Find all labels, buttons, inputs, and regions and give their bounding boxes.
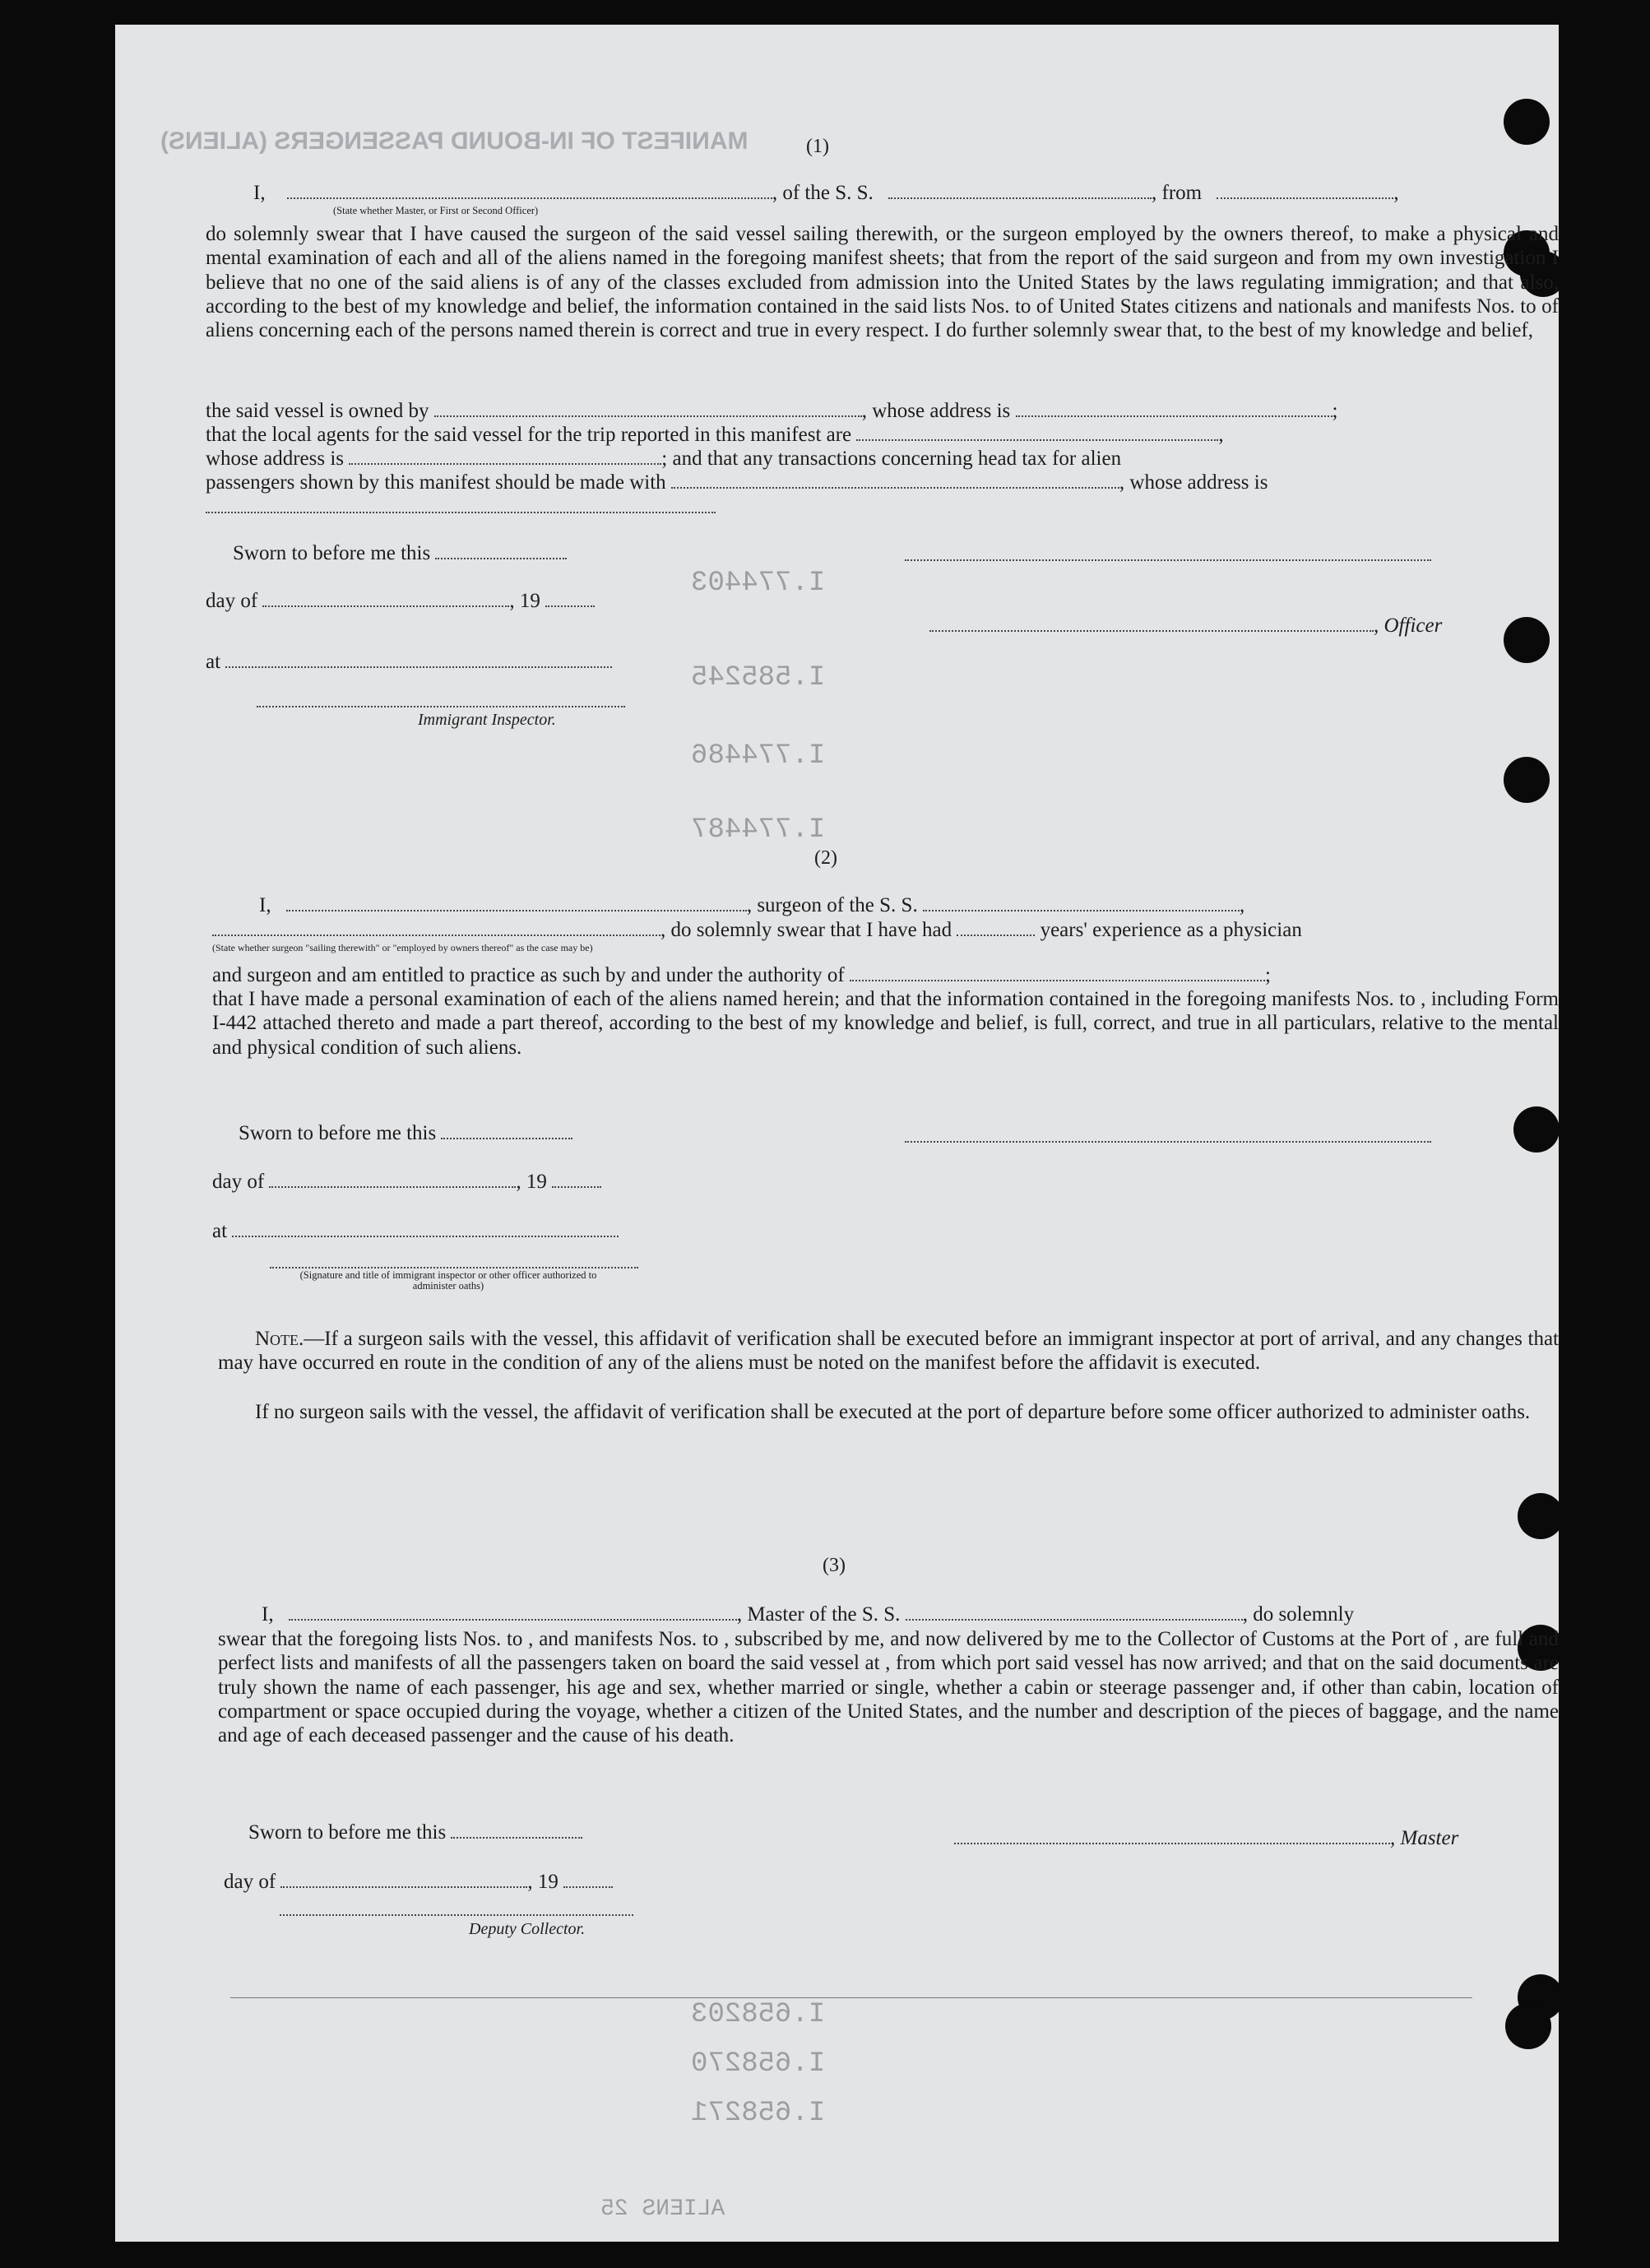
fill-s3-sworn-date[interactable]: [451, 1836, 582, 1839]
s2-note-label: Note.: [255, 1328, 304, 1350]
bottom-rule: [230, 1997, 1472, 1998]
s1-sworn: Sworn to before me this: [233, 542, 431, 564]
fill-surgeon-name[interactable]: [286, 909, 747, 911]
fill-s2-year[interactable]: [552, 1185, 601, 1188]
s2-sig-note: (Signature and title of immigrant inspector or other officer authorized to administer oaths): [299, 1269, 597, 1292]
s1-from: , from: [1152, 182, 1203, 204]
s1-passengers-line: [206, 471, 1268, 495]
punch-hole: [1518, 1493, 1559, 1539]
punch-hole: [1505, 2003, 1551, 2049]
s2-surgeon-signature[interactable]: [905, 1141, 1431, 1143]
s1-officer-line: [929, 614, 1442, 638]
fill-s2-day-month[interactable]: [269, 1185, 516, 1188]
s1-inspector-label: Immigrant Inspector.: [418, 711, 556, 729]
fill-s3-year[interactable]: [563, 1885, 613, 1888]
fill-agents[interactable]: [856, 438, 1218, 441]
s2-surgeon-of: , surgeon of the S. S.: [746, 894, 918, 916]
s2-note-text: —If a surgeon sails with the vessel, this affidavit of verification shall be executed before an immigrant inspector at port of arrival, and any changes that may have occurred en route in the condition of any of the aliens must be noted on the manifest before the affidavit is executed.: [218, 1328, 1559, 1375]
faint-id-1: I.774403: [691, 568, 826, 599]
fill-surgeon-ship[interactable]: [923, 909, 1240, 911]
s1-at: at: [206, 651, 221, 673]
fill-s3-ship[interactable]: [906, 1618, 1243, 1621]
s2-day-line: [212, 1170, 601, 1194]
fill-place[interactable]: [225, 666, 612, 668]
s2-year: , 19: [516, 1171, 547, 1193]
s1-at-line: [206, 650, 612, 675]
fill-officer-signature[interactable]: [929, 629, 1374, 632]
fill-sworn-date[interactable]: [435, 557, 567, 559]
fill-from-port[interactable]: [1217, 197, 1393, 199]
s3-sworn: Sworn to before me this: [248, 1821, 447, 1844]
s1-of-ss: , of the S. S.: [772, 182, 874, 204]
s2-surgeon-note: (State whether surgeon "sailing therewith" or "employed by owners thereof" as the case may be): [212, 942, 593, 953]
punch-hole: [1504, 617, 1550, 663]
s3-line-1: [262, 1602, 1354, 1627]
s2-line-2: [212, 918, 1302, 943]
s2-entitled: and surgeon and am entitled to practice as such by and under the authority of: [212, 964, 845, 986]
fill-s3-master-name[interactable]: [289, 1618, 737, 1621]
faint-id-2: I.585245: [691, 662, 826, 693]
faint-id-6: I.658270: [691, 2048, 826, 2080]
s1-head-tax: ; and that any transactions concerning head tax for alien: [661, 448, 1122, 470]
fill-day-month[interactable]: [262, 605, 509, 607]
fill-year[interactable]: [545, 605, 595, 607]
s2-entitled-line: and surgeon and am entitled to practice as such by and under the authority of ;: [212, 964, 1271, 986]
section-1-number: (1): [806, 136, 829, 157]
fill-years[interactable]: [957, 934, 1035, 936]
s3-master-of: , Master of the S. S.: [736, 1603, 901, 1626]
fill-head-tax-address[interactable]: [206, 512, 716, 514]
fill-agents-address[interactable]: [349, 462, 661, 465]
faint-id-7: I.658271: [691, 2098, 826, 2129]
fill-s2-sworn-date[interactable]: [441, 1137, 572, 1139]
section-2-number: (2): [814, 847, 837, 869]
s1-body-text: do solemnly swear that I have caused the surgeon of the said vessel sailing therewith, or the surgeon employed by the owners thereof, to make a physical and mental examination of each and all of the aliens named in the foregoing manifest sheets; that from the report of the said surgeon and from my own investigation I believe that no one of the said aliens is of any of the classes excluded from admission into the United States by the laws regulating immigration; and that also, according to the best of my knowledge and belief, the information contained in the said lists Nos. to of United States citizens and nationals and manifests Nos. to of aliens concerning each of the persons named therein is correct and true in every respect. I do further solemnly swear that, to the best of my knowledge and belief,: [206, 223, 1559, 342]
punch-hole: [1513, 1106, 1559, 1153]
s1-line-1: I, , of the S. S. , from ,: [253, 182, 1399, 204]
s3-do-solemnly: , do solemnly: [1242, 1603, 1355, 1626]
fill-ship-name[interactable]: [888, 197, 1152, 199]
s1-sworn-line: [233, 541, 567, 566]
s1-address-line: [206, 447, 1121, 471]
s1-officer-label: , Officer: [1374, 615, 1443, 637]
fill-s3-day-month[interactable]: [280, 1885, 527, 1888]
s1-whose-address-2: whose address is: [206, 448, 345, 470]
s1-whose-address-3: , whose address is: [1119, 471, 1268, 494]
s1-master-note: (State whether Master, or First or Second Officer): [333, 205, 539, 216]
s2-note-2: If no surgeon sails with the vessel, the affidavit of verification shall be executed at the port of departure before some officer authorized to administer oaths.: [255, 1401, 1531, 1423]
s2-at: at: [212, 1220, 228, 1242]
s2-years-exp: years' experience as a physician: [1040, 919, 1302, 941]
s3-i: I,: [262, 1603, 274, 1626]
s2-body-text: that I have made a personal examination of each of the aliens named herein; and that the information contained in the foregoing manifests Nos. to , including Form I-442 attached thereto and made a part thereof, according to the best of my knowledge and belief, is full, correct, and true in all particulars, relative to the mental and physical condition of such aliens.: [212, 988, 1559, 1059]
s3-master-label: , Master: [1390, 1827, 1459, 1849]
s2-do-solemnly: , do solemnly swear that I have had: [660, 919, 952, 941]
fill-owner[interactable]: [434, 415, 862, 417]
fill-s2-place[interactable]: [232, 1235, 619, 1237]
s1-owned-by: the said vessel is owned by: [206, 400, 429, 422]
s1-owned-line: the said vessel is owned by , whose address is ;: [206, 400, 1338, 422]
faint-header: MANIFEST OF IN-BOUND PASSENGERS (ALIENS): [160, 128, 749, 155]
s1-day-line: [206, 589, 595, 614]
fill-surgeon-status[interactable]: [212, 934, 660, 936]
fill-owner-address[interactable]: [1016, 415, 1333, 417]
faint-id-5: I.658203: [691, 1999, 826, 2030]
manifest-page: [115, 25, 1559, 2242]
s3-deputy-label: Deputy Collector.: [469, 1920, 586, 1938]
punch-hole: [1504, 757, 1550, 803]
faint-id-4: I.774487: [691, 814, 826, 846]
s1-year: , 19: [509, 590, 540, 612]
s1-day-of: day of: [206, 590, 258, 612]
s3-day-line: [224, 1870, 613, 1895]
s3-master-sig-line: [954, 1826, 1458, 1851]
s2-day-of: day of: [212, 1171, 265, 1193]
s2-sworn: Sworn to before me this: [239, 1122, 437, 1144]
fill-head-tax-party[interactable]: [671, 486, 1119, 489]
s1-passengers-shown: passengers shown by this manifest should be made with: [206, 471, 666, 494]
s2-at-line: [212, 1219, 619, 1244]
s3-year: , 19: [527, 1871, 558, 1893]
fill-master-signature[interactable]: [954, 1842, 1390, 1844]
s1-local-agents: that the local agents for the said vessel for the trip reported in this manifest are: [206, 424, 852, 446]
faint-id-3: I.774486: [691, 740, 826, 772]
s2-i: I,: [259, 894, 271, 916]
s1-whose-address: , whose address is: [861, 400, 1011, 422]
fill-master-name[interactable]: [287, 197, 772, 199]
section-3-number: (3): [823, 1555, 846, 1576]
s3-day-of: day of: [224, 1871, 276, 1893]
s1-officer-name-line[interactable]: [905, 559, 1431, 562]
s3-sworn-line: [248, 1820, 582, 1845]
fill-authority[interactable]: [850, 979, 1265, 981]
s2-note: [218, 1327, 1559, 1375]
s1-i: I,: [253, 182, 266, 204]
s2-sworn-line: [239, 1121, 572, 1146]
punch-hole: [1504, 99, 1550, 145]
s3-body-text: swear that the foregoing lists Nos. to , and manifests Nos. to , subscribed by me, and now delivered by me to the Collector of Customs at the Port of , are full and perfect lists and manifests of all the passengers taken on board the said vessel at , from which port said vessel has now arrived; and that on the said documents are truly shown the name of each passenger, his age and sex, whether married or single, whether a cabin or steerage passenger and, if other than cabin, location of compartment or space occupied during the voyage, whether a citizen of the United States, and the number and description of the pieces of baggage, and the name and age of each deceased passenger and the cause of his death.: [218, 1628, 1559, 1747]
s1-agents-line: that the local agents for the said vessel for the trip reported in this manifest are ,: [206, 424, 1224, 446]
faint-footer: ALIENS 25: [600, 2196, 725, 2222]
s2-line-1: I, , surgeon of the S. S. ,: [259, 894, 1245, 916]
